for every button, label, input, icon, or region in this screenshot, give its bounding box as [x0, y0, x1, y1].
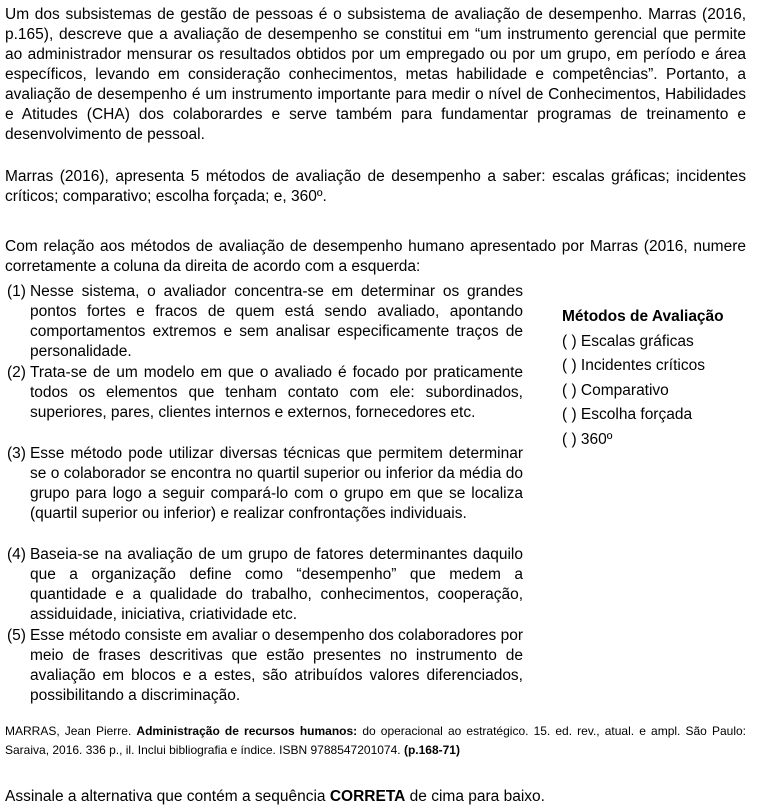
item-number: (1): [7, 283, 26, 300]
bibliographic-reference: [5, 722, 746, 760]
intro-paragraph-2: Marras (2016), apresenta 5 métodos de avaliação de desempenho a saber: escalas gráficas; incidentes críticos; comparativo; escolha forçada; e, 360º.: [5, 168, 746, 205]
method-option-escalas: ( ) Escalas gráficas: [562, 332, 694, 350]
ref-details: do operacional ao estratégico. 15. ed. rev., atual. e ampl. São Paulo: Saraiva, 2016. 336 p., il. Inclui bibliografia e índice. ISBN 9788547201074.: [5, 724, 746, 757]
intro-paragraph-1: Um dos subsistemas de gestão de pessoas é o subsistema de avaliação de desempenho. Marras (2016, p.165), descreve que a avaliação de desempenho se constitui em “um instrumento gerencial que permite ao administrador mensurar os resultados obtidos por um empregado ou por um grupo, em período e área específicos, levando em consideração conhecimentos, metas habilidade e competências”. Portanto, a avaliação de desempenho é um instrumento importante para medir o nível de Conhecimentos, Habilidades e Atitudes (CHA) dos colaborardes e serve também para fundamentar programas de treinamento e desenvolvimento de pessoal.: [5, 6, 746, 143]
ref-pages: (p.168-71): [403, 743, 460, 757]
item-number: (3): [7, 445, 26, 462]
instruction-before: Assinale a alternativa que contém a sequência: [5, 788, 326, 805]
method-option-360: ( ) 360º: [562, 430, 613, 448]
list-item-5: [7, 626, 523, 706]
ref-author: MARRAS, Jean Pierre.: [5, 724, 132, 738]
methods-column: [562, 305, 724, 452]
item-text: Nesse sistema, o avaliador concentra-se em determinar os grandes pontos fortes e fracos de quem está sendo avaliado, apontando comportamentos extremos e sem analisar especificamente traços de personalidade.: [29, 283, 523, 360]
list-item-3: [7, 444, 523, 524]
list-item-4: [7, 545, 523, 625]
item-text: Baseia-se na avaliação de um grupo de fatores determinantes daquilo que a organização define como “desempenho” que medem a quantidade e a qualidade do trabalho, conhecimentos, cooperação, assiduidade, iniciativa, criatividade etc.: [29, 546, 523, 623]
method-option-comparativo: ( ) Comparativo: [562, 381, 669, 399]
item-number: (4): [7, 546, 26, 563]
item-number: (5): [7, 627, 26, 644]
ref-title: Administração de recursos humanos:: [136, 724, 358, 738]
question-prompt: Com relação aos métodos de avaliação de desempenho humano apresentado por Marras (2016, numere corretamente a coluna da direita de acordo com a esquerda:: [5, 238, 746, 275]
item-number: (2): [7, 364, 26, 381]
method-option-incidentes: ( ) Incidentes críticos: [562, 357, 705, 374]
list-item-1: [7, 282, 523, 362]
list-item-2: [7, 363, 523, 423]
item-text: Esse método consiste em avaliar o desempenho dos colaboradores por meio de frases descritivas que estão presentes no instrumento de avaliação em blocos e a estes, são atribuídos valores diferenciados, possibilitando a discriminação.: [29, 627, 523, 704]
method-option-escolha: ( ) Escolha forçada: [562, 406, 693, 423]
item-text: Esse método pode utilizar diversas técnicas que permitem determinar se o colaborador se encontra no quartil superior ou inferior da média do grupo para logo a seguir compará-lo com o grupo em que se localiza (quartil superior ou inferior) e realizar confrontações individuais.: [29, 445, 523, 522]
instruction-after: de cima para baixo.: [409, 788, 545, 805]
methods-title: Métodos de Avaliação: [562, 308, 724, 325]
item-text: Trata-se de um modelo em que o avaliado é focado por praticamente todos os elementos que tenham contato com ele: subordinados, superiores, pares, clientes internos e externos, fornecedores etc.: [29, 364, 523, 421]
instruction-text: [5, 787, 545, 807]
instruction-emphasis: CORRETA: [329, 788, 406, 805]
